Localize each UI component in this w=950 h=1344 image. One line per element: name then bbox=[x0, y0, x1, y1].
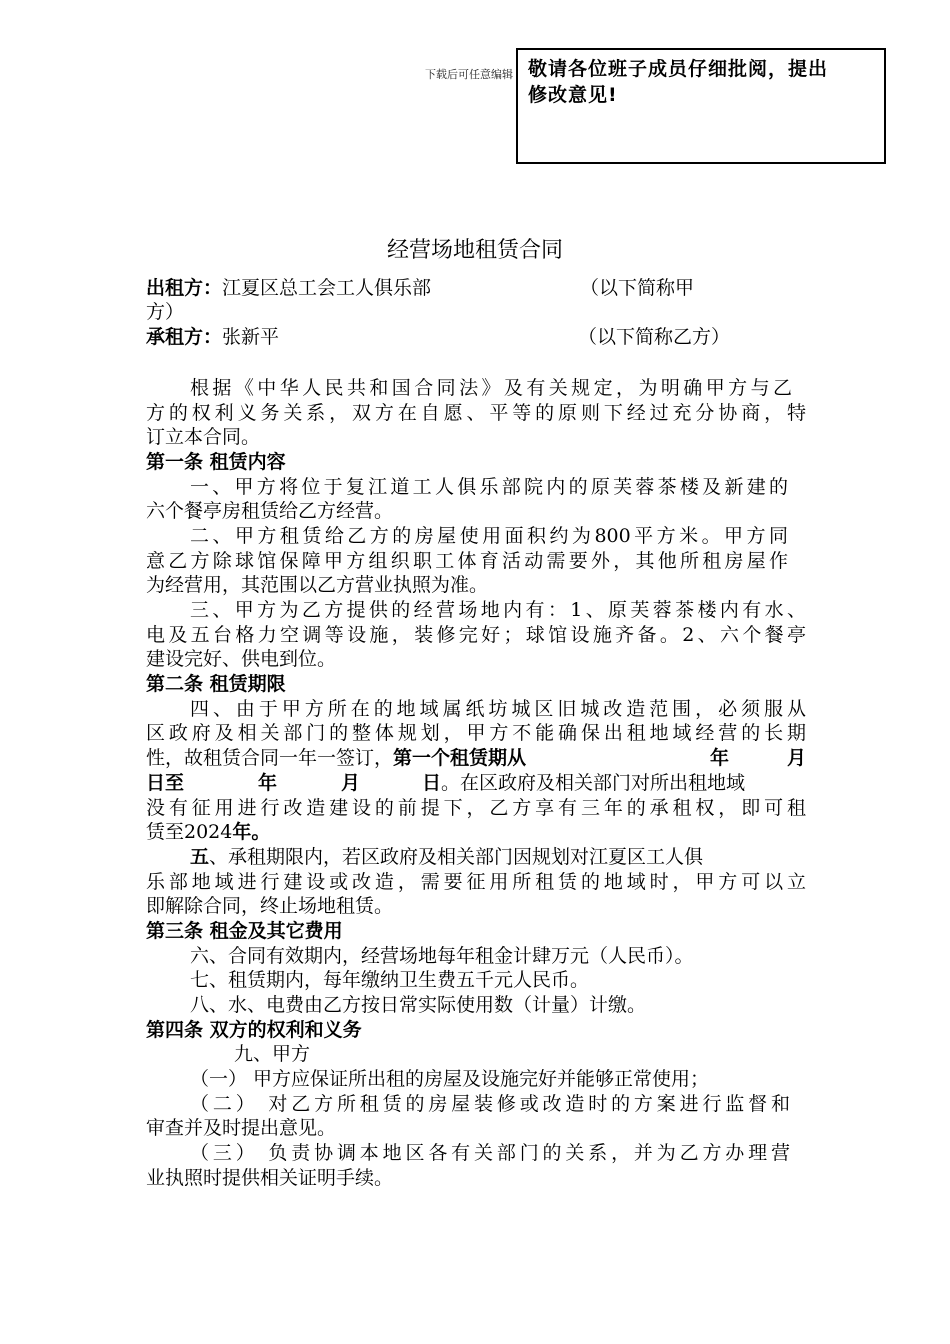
lease-period-label: 第一个租赁期从 bbox=[393, 747, 527, 769]
article-line: 区政府及相关部门的整体规划，甲方不能确保出租地域经营的长期 bbox=[146, 722, 806, 744]
article-text: 赁至2024 bbox=[146, 821, 233, 843]
header-note: 下载后可任意编辑 bbox=[425, 68, 513, 81]
comment-line: 敬请各位班子成员仔细批阅，提出 bbox=[528, 58, 829, 80]
article-text-bold: 年。 bbox=[232, 821, 271, 843]
article-text: 、承租期限内，若区政府及相关部门因规划对江夏区工人俱 bbox=[209, 846, 704, 868]
lessor-line bbox=[146, 276, 431, 300]
article-text: 性，故租赁合同一年一签订， bbox=[146, 747, 394, 769]
comment-box bbox=[516, 48, 886, 164]
article-line: 八、水、电费由乙方按日常实际使用数（计量）计缴。 bbox=[190, 994, 647, 1016]
article-line: 四、由于甲方所在的地域属纸坊城区旧城改造范围，必须服从 bbox=[190, 698, 806, 720]
lessee-label: 承租方： bbox=[146, 326, 223, 348]
article-line: 意乙方除球馆保障甲方组织职工体育活动需要外，其他所租房屋作 bbox=[146, 550, 788, 572]
article-line: 七、租赁期内，每年缴纳卫生费五千元人民币。 bbox=[190, 969, 590, 991]
year-blank: 年 bbox=[710, 747, 730, 769]
article-line: 建设完好、供电到位。 bbox=[146, 648, 337, 670]
article-line: 三、甲方为乙方提供的经营场地内有：1、原芙蓉茶楼内有水、 bbox=[190, 599, 806, 621]
article-line: （二） 对乙方所租赁的房屋装修或改造时的方案进行监督和 bbox=[190, 1093, 790, 1115]
comment-line: 修改意见! bbox=[528, 84, 618, 106]
lessor-name: 江夏区总工会工人俱乐部 bbox=[222, 277, 432, 299]
item-number: 五 bbox=[190, 846, 210, 868]
lessor-abbr: （以下简称甲 bbox=[580, 277, 695, 299]
document-title: 经营场地租赁合同 bbox=[386, 238, 563, 263]
article-4-heading: 第四条 双方的权利和义务 bbox=[146, 1019, 362, 1041]
article-3-heading: 第三条 租金及其它费用 bbox=[146, 920, 343, 942]
day-label: 日 bbox=[422, 772, 442, 794]
lessee-line bbox=[146, 325, 279, 349]
preamble-line: 订立本合同。 bbox=[146, 426, 261, 448]
preamble-line: 方的权利义务关系，双方在自愿、平等的原则下经过充分协商，特 bbox=[146, 402, 806, 424]
year-blank: 年 bbox=[258, 772, 278, 794]
article-line: 电及五台格力空调等设施，装修完好；球馆设施齐备。2、六个餐亭 bbox=[146, 624, 806, 646]
lessor-label: 出租方： bbox=[146, 277, 223, 299]
day-to-label: 日至 bbox=[146, 772, 185, 794]
article-line bbox=[146, 820, 270, 844]
article-line: 没有征用进行改造建设的前提下，乙方享有三年的承租权，即可租 bbox=[146, 797, 806, 819]
lessor-abbr-cont: 方） bbox=[146, 301, 185, 323]
article-1-heading: 第一条 租赁内容 bbox=[146, 451, 286, 473]
article-2-heading: 第二条 租赁期限 bbox=[146, 673, 286, 695]
article-line: 审查并及时提出意见。 bbox=[146, 1117, 337, 1139]
article-line: 乐部地域进行建设或改造，需要征用所租赁的地域时，甲方可以立 bbox=[146, 871, 806, 893]
lessee-name: 张新平 bbox=[222, 326, 280, 348]
month-blank: 月 bbox=[341, 772, 361, 794]
article-line: 六、合同有效期内，经营场地每年租金计肆万元（人民币）。 bbox=[190, 945, 694, 967]
article-subheading: 九、甲方 bbox=[234, 1043, 311, 1065]
article-line: 为经营用，其范围以乙方营业执照为准。 bbox=[146, 574, 489, 596]
month-blank: 月 bbox=[787, 747, 807, 769]
lessee-abbr: （以下简称乙方） bbox=[578, 326, 731, 348]
article-line: （一） 甲方应保证所出租的房屋及设施完好并能够正常使用； bbox=[190, 1068, 710, 1090]
day-blank bbox=[422, 771, 745, 795]
article-line: （三） 负责协调本地区各有关部门的关系，并为乙方办理营 bbox=[190, 1142, 790, 1164]
article-line: 六个餐亭房租赁给乙方经营。 bbox=[146, 500, 394, 522]
article-line bbox=[146, 746, 526, 770]
article-line bbox=[190, 845, 703, 869]
preamble-line: 根据《中华人民共和国合同法》及有关规定，为明确甲方与乙 bbox=[190, 377, 792, 399]
article-line: 二、甲方租赁给乙方的房屋使用面积约为800平方米。甲方同 bbox=[190, 525, 788, 547]
article-text: 。在区政府及相关部门对所出租地域 bbox=[441, 772, 746, 794]
article-line: 即解除合同，终止场地租赁。 bbox=[146, 895, 394, 917]
article-line: 业执照时提供相关证明手续。 bbox=[146, 1167, 394, 1189]
article-line: 一、甲方将位于复江道工人俱乐部院内的原芙蓉茶楼及新建的 bbox=[190, 476, 788, 498]
